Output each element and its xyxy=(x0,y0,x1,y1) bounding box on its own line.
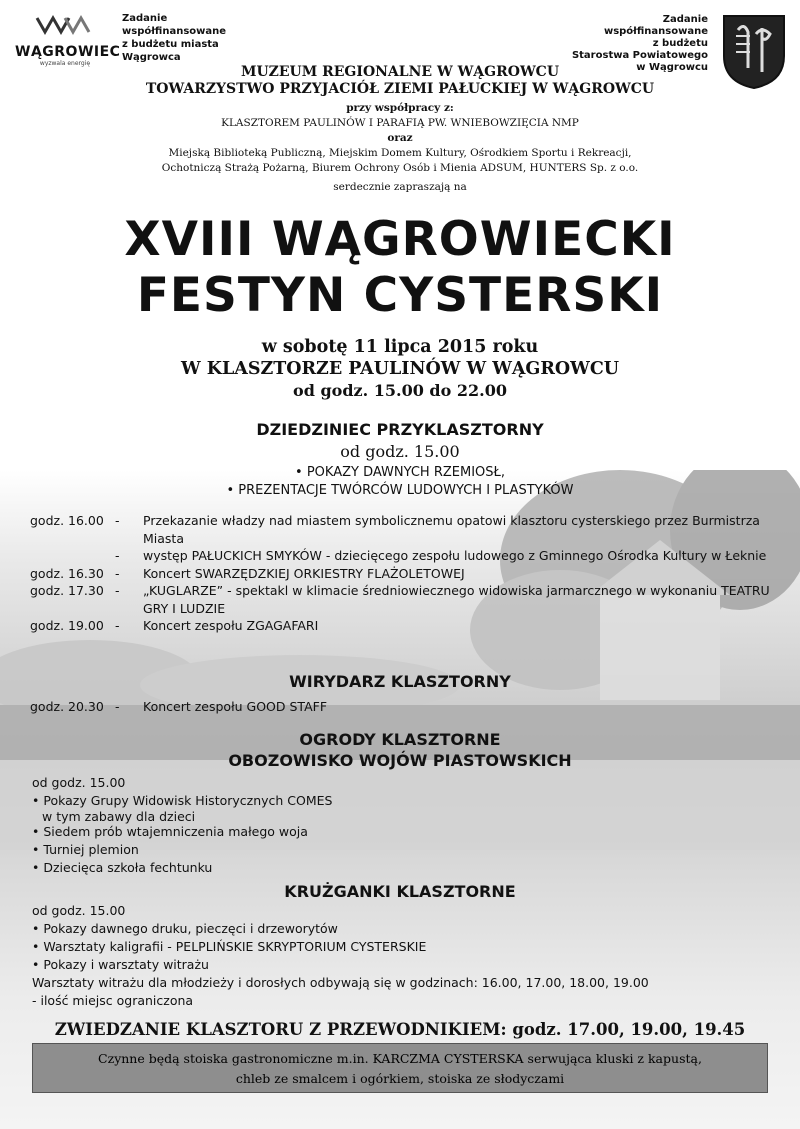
schedule-desc: „KUGLARZE” - spektakl w klimacie średniowiecznego widowiska jarmarcznego w wykonaniu TEATRU GRY I LUDZIE xyxy=(143,583,770,616)
gardens-item: • Turniej plemion xyxy=(32,842,139,857)
schedule-desc: występ PAŁUCKICH SMYKÓW - dziecięcego zespołu ludowego z Gminnego Ośrodka Kultury w Łeknie xyxy=(143,548,767,563)
courtyard-section xyxy=(0,420,800,500)
cloisters-walk-item: • Warsztaty kaligrafii - PELPLIŃSKIE SKRYPTORIUM CYSTERSKIE xyxy=(32,939,427,954)
event-hours-line: od godz. 15.00 do 22.00 xyxy=(293,381,507,400)
schedule-desc: Koncert SWARZĘDZKIEJ ORKIESTRY FLAŻOLETOWEJ xyxy=(143,565,465,581)
cofund-left-line: współfinansowane xyxy=(122,26,227,37)
event-date xyxy=(0,336,800,402)
cloisters-walk-item: Warsztaty witrażu dla młodzieży i dorosłych odbywają się w godzinach: 16.00, 17.00, 18.00, 19.00 xyxy=(32,975,649,990)
schedule-time: godz. 16.30 xyxy=(30,565,104,581)
schedule-desc: Przekazanie władzy nad miastem symbolicznemu opatowi klasztoru cysterskiego przez Burmistrza Miasta xyxy=(143,513,760,546)
schedule-dash: - xyxy=(115,548,120,563)
logo-name: WĄGROWIEC xyxy=(15,44,121,60)
organizers xyxy=(0,64,800,98)
gardens-subheading: OBOZOWISKO WOJÓW PIASTOWSKICH xyxy=(228,751,572,770)
cloisters-walk-item: • Pokazy i warsztaty witrażu xyxy=(32,957,209,972)
schedule-row xyxy=(30,565,775,583)
cofund-left-line: z budżetu miasta xyxy=(122,39,219,50)
schedule-dash: - xyxy=(115,618,120,633)
courtyard-heading: DZIEDZINIEC PRZYKLASZTORNY xyxy=(256,420,544,439)
cooperation-intro: przy współpracy z: xyxy=(346,102,454,114)
schedule-time: godz. 16.00 xyxy=(30,513,104,528)
gardens-item: • Pokazy Grupy Widowisk Historycznych COMES xyxy=(32,793,333,808)
food-stalls-line: chleb ze smalcem i ogórkiem, stoiska ze słodyczami xyxy=(235,1071,565,1086)
cofund-right-line: Zadanie xyxy=(662,14,708,25)
cloister-schedule xyxy=(30,698,775,716)
cooperation-and: oraz xyxy=(387,132,413,144)
schedule-row xyxy=(30,582,775,617)
cofund-left-line: Wągrowca xyxy=(122,52,181,63)
cofund-right-line: w Wągrowcu xyxy=(636,62,708,73)
cloisters-walk-heading: KRUŻGANKI KLASZTORNE xyxy=(284,882,516,901)
gardens-from: od godz. 15.00 xyxy=(32,775,126,790)
organizer-society: TOWARZYSTWO PRZYJACIÓŁ ZIEMI PAŁUCKIEJ W WĄGROWCU xyxy=(145,81,655,97)
invite-text: serdecznie zapraszają na xyxy=(333,181,467,193)
wagrowiec-logo xyxy=(15,14,121,67)
schedule-desc: Koncert zespołu ZGAGAFARI xyxy=(143,618,319,633)
courtyard-from: od godz. 15.00 xyxy=(340,442,460,461)
cloisters-walk-from: od godz. 15.00 xyxy=(32,903,126,918)
cooperation-partner-monastery: KLASZTOREM PAULINÓW I PARAFIĄ PW. WNIEBOWZIĘCIA NMP xyxy=(221,117,579,129)
schedule-time: godz. 20.30 xyxy=(30,699,104,714)
food-stalls-line: Czynne będą stoiska gastronomiczne m.in. KARCZMA CYSTERSKA serwująca kluski z kapustą, xyxy=(98,1051,702,1066)
gardens-list xyxy=(32,774,772,877)
courtyard-item: • PREZENTACJE TWÓRCÓW LUDOWYCH I PLASTYKÓW xyxy=(226,483,574,498)
gardens-heading: OGRODY KLASZTORNE xyxy=(299,730,501,749)
schedule-dash: - xyxy=(115,565,120,581)
gardens-item: • Dziecięca szkoła fechtunku xyxy=(32,860,213,875)
cofund-right-line: współfinansowane xyxy=(603,26,708,37)
wagrowiec-logo-mark-icon xyxy=(35,14,95,36)
cooperation-partners-line: Miejską Biblioteką Publiczną, Miejskim Domem Kultury, Ośrodkiem Sportu i Rekreacji, xyxy=(168,147,632,159)
schedule-row xyxy=(30,617,775,635)
gardens-item: • Siedem prób wtajemniczenia małego woja xyxy=(32,824,308,839)
schedule-row xyxy=(30,698,775,716)
guided-tour: ZWIEDZANIE KLASZTORU Z PRZEWODNIKIEM: godz. 17.00, 19.00, 19.45 xyxy=(54,1020,746,1039)
schedule-dash: - xyxy=(115,583,120,598)
gardens-section xyxy=(0,730,800,770)
cloisters-walk-list xyxy=(32,902,772,1010)
schedule-row xyxy=(30,512,775,547)
food-stalls-note xyxy=(32,1043,768,1093)
cofund-right-line: z budżetu xyxy=(652,38,708,49)
cooperation xyxy=(0,101,800,195)
logo-slogan: wyzwala energię xyxy=(39,60,91,67)
cofund-left-line: Zadanie xyxy=(122,13,168,24)
cloister-heading: WIRYDARZ KLASZTORNY xyxy=(289,672,511,691)
schedule-time: godz. 17.30 xyxy=(30,583,104,598)
cooperation-partners-line: Ochotniczą Strażą Pożarną, Biurem Ochrony Osób i Mienia ADSUM, HUNTERS Sp. z o.o. xyxy=(161,162,639,174)
schedule-dash: - xyxy=(115,699,120,714)
schedule-row xyxy=(30,547,775,565)
gardens-item: w tym zabawy dla dzieci xyxy=(42,809,196,824)
cloisters-walk-item: • Pokazy dawnego druku, pieczęci i drzeworytów xyxy=(32,921,338,936)
cofunding-note-city xyxy=(122,12,232,64)
cofund-right-line: Starostwa Powiatowego xyxy=(571,50,708,61)
schedule-time xyxy=(30,547,115,565)
organizer-museum: MUZEUM REGIONALNE W WĄGROWCU xyxy=(240,64,560,80)
event-location-line: W KLASZTORZE PAULINÓW W WĄGROWCU xyxy=(180,359,620,379)
event-date-line: w sobotę 11 lipca 2015 roku xyxy=(261,337,539,357)
schedule-time: godz. 19.00 xyxy=(30,618,104,633)
cloisters-walk-item: - ilość miejsc ograniczona xyxy=(32,993,194,1008)
title-line-2: FESTYN CYSTERSKI xyxy=(136,268,664,323)
title-line-1: XVIII WĄGROWIECKI xyxy=(124,212,676,267)
courtyard-item: • POKAZY DAWNYCH RZEMIOSŁ, xyxy=(295,465,505,480)
schedule-desc: Koncert zespołu GOOD STAFF xyxy=(143,699,328,714)
schedule-dash: - xyxy=(115,513,120,528)
schedule-list xyxy=(30,512,775,635)
